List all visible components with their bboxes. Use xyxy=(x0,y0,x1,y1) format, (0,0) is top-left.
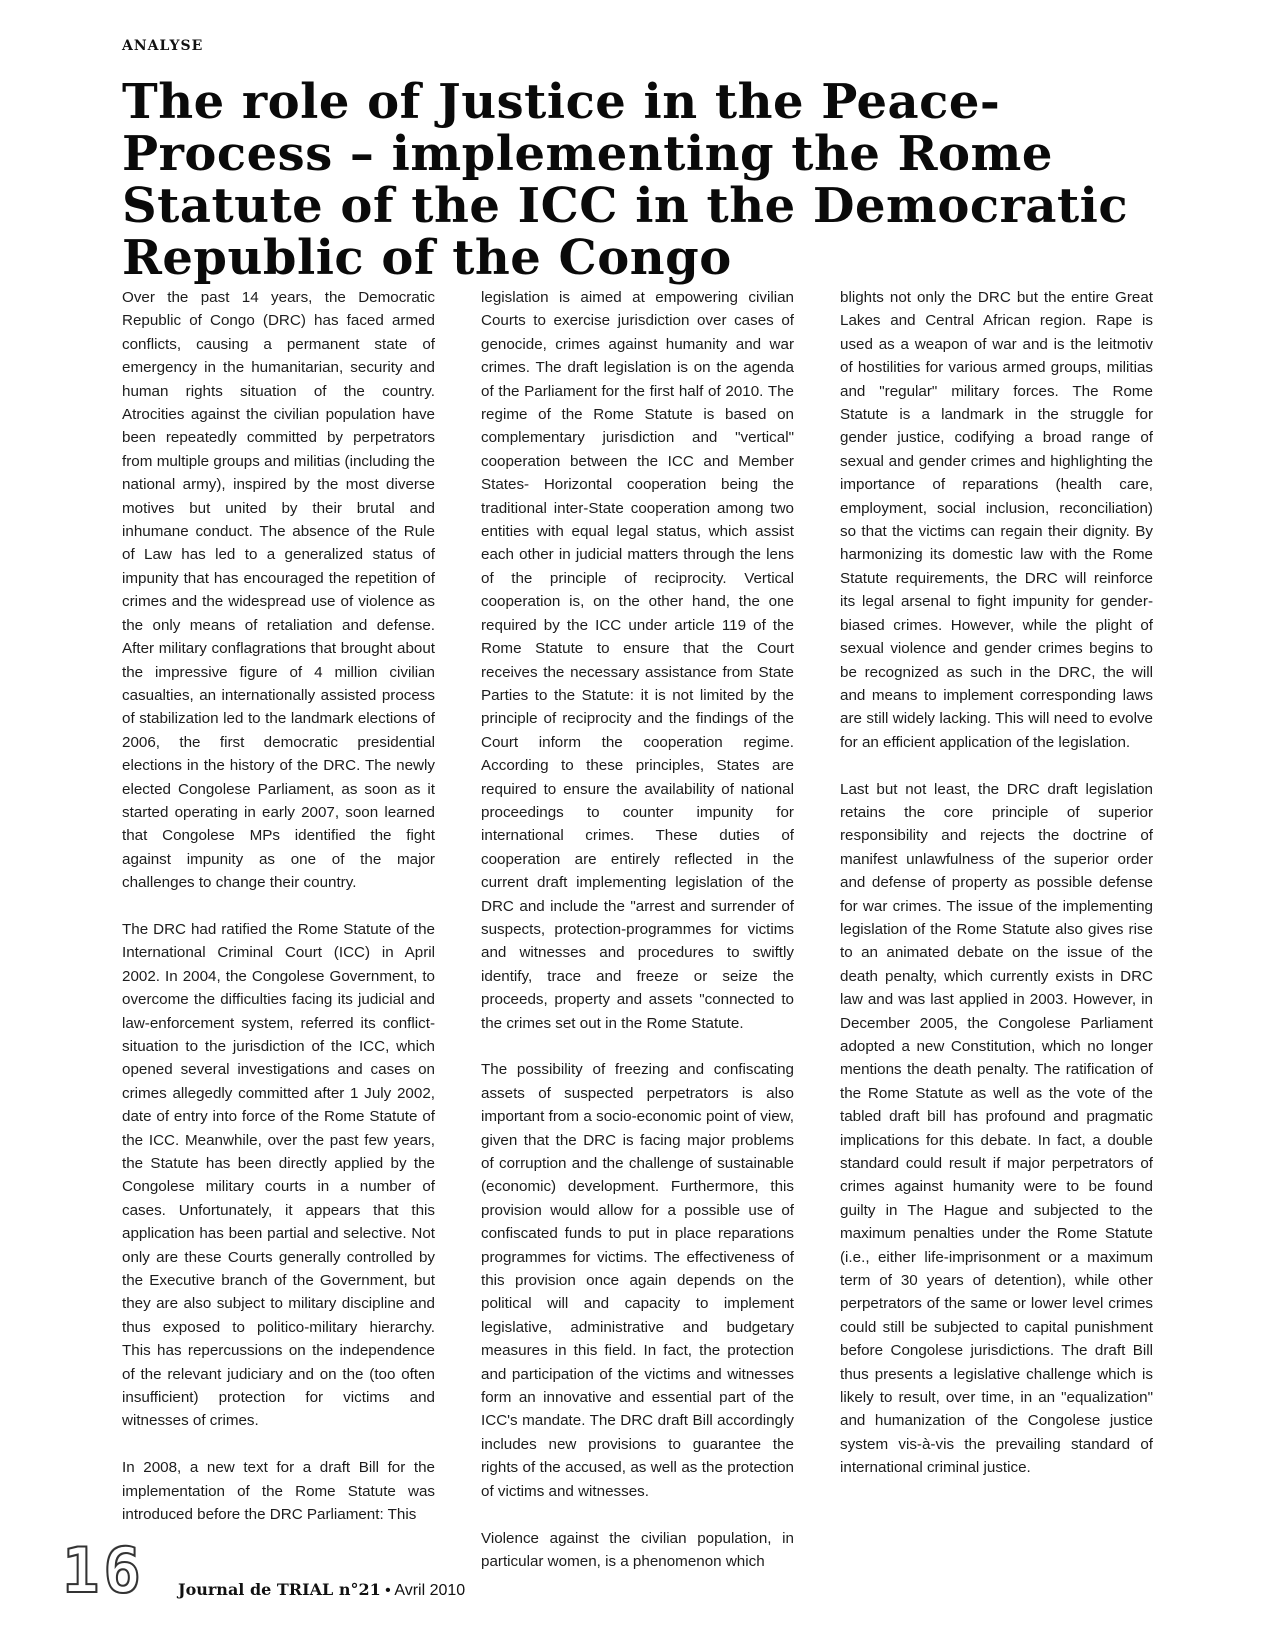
paragraph: In 2008, a new text for a draft Bill for the implementation of the Rome Statute was introduced before the DRC Parliament: This xyxy=(122,1459,435,1524)
paragraph: Over the past 14 years, the Democratic Republic of Congo (DRC) has faced armed conflicts, causing a permanent state of emergency in the humanitarian, security and human rights situation of the country. Atrocities against the civilian population have been repeatedly committed by perpetrators from multiple groups and militias (including the national army), inspired by the most diverse motives but united by their brutal and inhumane conduct. The absence of the Rule of Law has led to a generalized status of impunity that has encouraged the repetition of crimes and the widespread use of violence as the only means of retaliation and defense. After military conflagrations that brought about the impressive figure of 4 million civilian casualties, an internationally assisted process of stabilization led to the landmark elections of 2006, the first democratic presidential elections in the history of the DRC. The newly elected Congolese Parliament, as soon as it started operating in early 2007, soon learned that Congolese MPs identified the fight against impunity as one of the major challenges to change their country. xyxy=(122,289,435,892)
footer-publication xyxy=(178,1580,465,1600)
paragraph: legislation is aimed at empowering civilian Courts to exercise jurisdiction over cases of genocide, crimes against humanity and war crimes. The draft legislation is on the agenda of the Parliament for the first half of 2010. The regime of the Rome Statute is based on complementary jurisdiction and "vertical" cooperation between the ICC and Member States- Horizontal cooperation being the traditional inter-State cooperation among two entities with equal legal status, which assist each other in judicial matters through the lens of the principle of reciprocity. Vertical cooperation is, on the other hand, the one required by the ICC under article 119 of the Rome Statute to ensure that the Court receives the necessary assistance from State Parties to the Statute: it is not limited by the principle of reciprocity and the findings of the Court inform the cooperation regime. According to these principles, States are required to ensure the availability of national proceedings to counter impunity for international crimes. These duties of cooperation are entirely reflected in the current draft implementing legislation of the DRC and include the "arrest and surrender of suspects, protection-programmes for victims and witnesses and procedures to swiftly identify, trace and freeze or seize the proceeds, property and assets "connected to the crimes set out in the Rome Statute. xyxy=(481,289,794,1032)
article-column-2 xyxy=(481,286,794,1570)
paragraph: The possibility of freezing and confiscating assets of suspected perpetrators is also important from a socio-economic point of view, given that the DRC is facing major problems of corruption and the challenge of sustainable (economic) development. Furthermore, this provision would allow for a possible use of confiscated funds to put in place reparations programmes for victims. The effectiveness of this provision once again depends on the political will and capacity to implement legislative, administrative and budgetary measures in this field. In fact, the protection and participation of the victims and witnesses form an innovative and essential part of the ICC's mandate. The DRC draft Bill accordingly includes new provisions to guarantee the rights of the accused, as well as the protection of victims and witnesses. xyxy=(481,1061,794,1500)
paragraph: Violence against the civilian population, in particular women, is a phenomenon which xyxy=(481,1529,794,1570)
article-body xyxy=(122,286,1153,1570)
issue-date: Avril 2010 xyxy=(394,1582,466,1599)
article-title: The role of Justice in the Peace-Process – implementing the Rome Statute of the ICC in the Democratic Republic of the Congo xyxy=(122,74,1129,286)
page-number-digit: 1 xyxy=(62,1534,100,1607)
paragraph: The DRC had ratified the Rome Statute of the International Criminal Court (ICC) in April 2002. In 2004, the Congolese Government, to overcome the difficulties facing its judicial and law-enforcement system, referred its conflict-situation to the jurisdiction of the ICC, which opened several investigations and cases on crimes allegedly committed after 1 July 2002, date of entry into force of the Rome Statute of the ICC. Meanwhile, over the past few years, the Statute has been directly applied by the Congolese military courts in a number of cases. Unfortunately, it appears that this application has been partial and selective. Not only are these Courts generally controlled by the Executive branch of the Government, but they are also subject to military discipline and thus exposed to politico-military hierarchy. This has repercussions on the independence of the relevant judiciary and on the (too often insufficient) protection for victims and witnesses of crimes. xyxy=(122,920,435,1430)
footer-separator: • xyxy=(380,1582,395,1599)
article-column-3 xyxy=(840,286,1153,1541)
article-column-1 xyxy=(122,286,435,1541)
paragraph: Last but not least, the DRC draft legislation retains the core principle of superior responsibility and rejects the doctrine of manifest unlawfulness of the superior order and defense of property as possible defense for war crimes. The issue of the implementing legislation of the Rome Statute also gives rise to an animated debate on the issue of the death penalty, which currently exists in DRC law and was last applied in 2003. However, in December 2005, the Congolese Parliament adopted a new Constitution, which no longer mentions the death penalty. The ratification of the Rome Statute as well as the vote of the tabled draft bill has profound and pragmatic implications for this debate. In fact, a double standard could result if major perpetrators of crimes against humanity were to be found guilty in The Hague and subjected to the maximum penalties under the Rome Statute (i.e., either life-imprisonment or a maximum term of 30 years of detention), while other perpetrators of the same or lower level crimes could still be subjected to capital punishment before Congolese jurisdictions. The draft Bill thus presents a legislative challenge which is likely to result, over time, in an "equalization" and humanization of the Congolese justice system vis-à-vis the prevailing standard of international criminal justice. xyxy=(840,780,1153,1477)
paragraph: blights not only the DRC but the entire Great Lakes and Central African region. Rape is used as a weapon of war and is the leitmotiv of hostilities for various armed groups, militias and "regular" military forces. The Rome Statute is a landmark in the struggle for gender justice, codifying a broad range of sexual and gender crimes and highlighting the importance of reparations (health care, employment, social inclusion, reconciliation) so that the victims can regain their dignity. By harmonizing its domestic law with the Rome Statute requirements, the DRC will reinforce its legal arsenal to fight impunity for gender-biased crimes. However, while the plight of sexual violence and gender crimes begins to be recognized as such in the DRC, the will and means to implement corresponding laws are still widely lacking. This will need to evolve for an efficient application of the legislation. xyxy=(840,289,1153,751)
journal-name: Journal de TRIAL n°21 xyxy=(178,1580,381,1599)
page-number-digit: 6 xyxy=(103,1534,141,1607)
section-label: ANALYSE xyxy=(122,38,204,54)
page-number xyxy=(62,1534,141,1607)
